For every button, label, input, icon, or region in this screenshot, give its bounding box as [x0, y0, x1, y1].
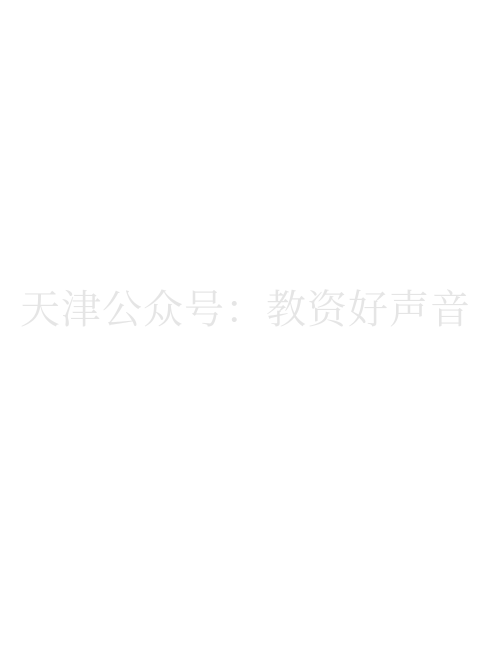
watermark-text: 天津公众号：教资好声音 [20, 287, 471, 333]
